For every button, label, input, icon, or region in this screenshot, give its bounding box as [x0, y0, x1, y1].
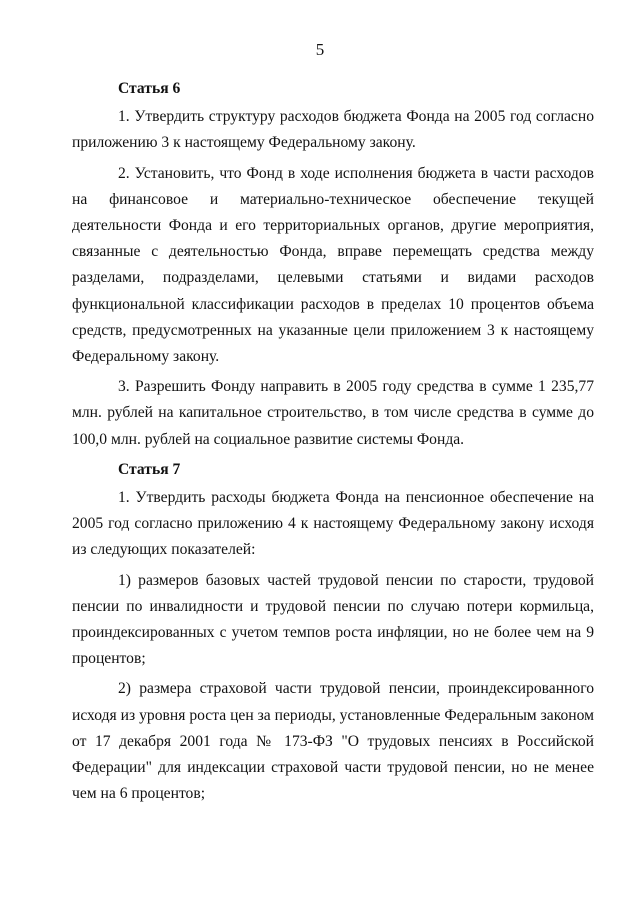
document-body: [72, 76, 594, 811]
article-7: [72, 457, 594, 808]
article-7-paragraph-1: 1. Утвердить расходы бюджета Фонда на пенсионное обеспечение на 2005 год согласно приложению 4 к настоящему Федеральному закону исходя из следующих показателей:: [72, 489, 594, 559]
article-6-paragraph-3: 3. Разрешить Фонду направить в 2005 году средства в сумме 1 235,77 млн. рублей на капитальное строительство, в том числе средства в сумме до 100,0 млн. рублей на социальное развитие системы Фонда.: [72, 378, 594, 448]
article-6-heading: Статья 6: [118, 80, 181, 97]
article-7-item-1: 1) размеров базовых частей трудовой пенсии по старости, трудовой пенсии по инвалидности и трудовой пенсии по случаю потери кормильца, проиндексированных с учетом темпов роста инфляции, но не более чем на 9 процентов;: [72, 571, 594, 668]
article-7-heading: Статья 7: [118, 460, 181, 478]
article-6: [72, 76, 594, 453]
article-6-paragraph-1: 1. Утвердить структуру расходов бюджета Фонда на 2005 год согласно приложению 3 к настоящему Федеральному закону.: [72, 108, 594, 152]
article-6-paragraph-2: 2. Установить, что Фонд в ходе исполнения бюджета в части расходов на финансовое и материально-техническое обеспечение текущей деятельности Фонда и его территориальных органов, другие мероприятия, связанные с деятельностью Фонда, вправе перемещать средства между разделами, подразделами, целевыми статьями и видами расходов функциональной классификации расходов в пределах 10 процентов объема средств, предусмотренных на указанные цели приложением 3 к настоящему Федеральному закону.: [72, 164, 594, 366]
article-7-item-2: 2) размера страховой части трудовой пенсии, проиндексированного исходя из уровня роста цен за периоды, установленные Федеральным законом от 17 декабря 2001 года № 173-ФЗ "О трудовых пенсиях в Российской Федерации" для индексации страховой части трудовой пенсии, но не менее чем на 6 процентов;: [72, 680, 594, 803]
page-number: 5: [315, 40, 325, 59]
